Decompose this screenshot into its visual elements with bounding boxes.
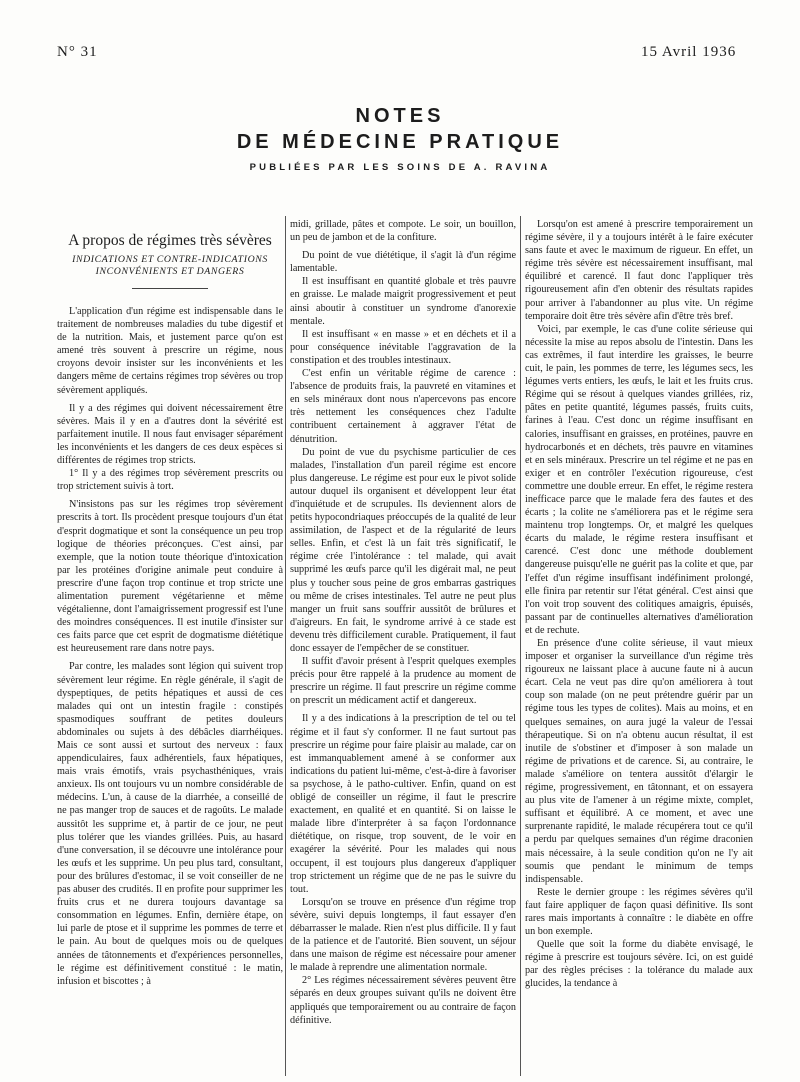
article-subtitle-line2: INCONVÉNIENTS ET DANGERS	[95, 266, 245, 277]
paragraph: Lorsqu'on est amené à prescrire temporairement un régime sévère, il y a toujours intérêt à le faire exécuter sans faute et avec le maximum de rigueur. En effet, un régime très sévère est nécessairement insuffisant, mal équilibré et carencé. Il faut donc l'appliquer très rigoureusement afin d'en obtenir des résultats rapides pour arriver à l'abandonner au plus vite. Un régime temporaire doit être très sévère afin d'être très bref.	[525, 219, 753, 322]
paragraph: N'insistons pas sur les régimes trop sévèrement prescrits à tort. Ils procèdent presque toujours d'un état d'esprit dogmatique et sont la conséquence un peu trop logique de théories préconçues. C'est ainsi, par exemple, que la notion toute théorique d'intoxication par les protéines d'origine animale peut conduire à prescrire d'une façon trop continue et trop stricte une alimentation purement végétarienne et même végétalienne, dont l'amaigrissement progressif est l'une des moindres conséquences. Il est inutile d'insister sur ces faits parce que cet esprit de dogmatisme diététique est heureusement rare dans notre pays.	[57, 499, 283, 655]
paragraph: Il suffit d'avoir présent à l'esprit quelques exemples précis pour être rappelé à la prudence au moment de prescrire un régime. Il faut prescrire un régime comme on prescrit un médicament actif et dangereux.	[290, 656, 516, 707]
paragraph: midi, grillade, pâtes et compote. Le soir, un bouillon, un peu de jambon et de la confiture.	[290, 219, 516, 244]
paragraph: 2° Les régimes nécessairement sévères peuvent être séparés en deux groupes suivant qu'ils ne doivent être appliqués que temporairement ou au contraire de façon définitive.	[290, 975, 516, 1026]
column-2	[290, 218, 516, 1027]
paragraph: Lorsqu'on se trouve en présence d'un régime trop sévère, suivi depuis longtemps, il faut essayer d'en débarrasser le malade. Rien n'est plus difficile. Il y faut de la patience et de l'autorité. Bien souvent, un séjour dans une maison de régime est nécessaire pour amener le malade à reprendre une alimentation normale.	[290, 896, 516, 974]
column-3	[525, 218, 753, 991]
masthead-title-line2: DE MÉDECINE PRATIQUE	[236, 131, 564, 153]
title-rule	[132, 288, 208, 289]
paragraph: Voici, par exemple, le cas d'une colite sérieuse qui nécessite la mise au repos absolu de l'intestin. Dans les cas extrêmes, il faut interdire les graisses, le beurre cuit, le pain, les pommes de terre, les légumes secs, les légumes verts entiers, les œufs, le lait et les fruits crus. Régime qui se résout à quelques viandes grillées, riz, pâtes en petite quantité, légumes passés, fruits cuits, farines à l'eau. C'est donc un régime insuffisant en calories, insuffisant en graisses, en protéines, pauvre en hydrocarbonés et en déchets, très pauvre en vitamines et en sels minéraux. Prescrire un tel régime et ne pas en exiger et en contrôler l'exécution rigoureuse, c'est commettre une double erreur. En effet, le régime restera inefficace parce que le malade fera des fautes et des écarts ; la colite ne s'améliorera pas et le régime sera maintenu trop longtemps. Or, et malgré les quelques écarts du malade, le régime restera insuffisant et carencé. C'est donc une méthode doublement dangereuse puisqu'elle ne guérit pas la colite et que, par l'effet d'un régime insuffisant indéfiniment prolongé, elle finira par retentir sur l'état général. C'est ainsi que l'on voit trop souvent des colitiques amaigris, épuisés, passant par de continuelles alternatives d'amélioration et de rechute.	[525, 323, 753, 636]
paragraph: Du point de vue du psychisme particulier de ces malades, l'installation d'un pareil régime est encore plus dangereuse. Le régime est pour eux le pivot solide autour duquel ils organisent et développent leur état d'inquiétude et de scrupules. Ils deviennent alors de petits hypocondriaques préoccupés de la qualité de leur assimilation, de l'aspect et de la régularité de leurs selles. Enfin, et c'est là un fait très significatif, le régime crée l'intolérance : tel malade, qui avait supprimé les œufs parce qu'il les digérait mal, ne peut plus y toucher sous peine de gros embarras gastriques ou même de crises intestinales. Tel autre ne peut plus manger un fruit sans souffrir aussitôt de brûlures et d'aigreurs. En fait, le syndrome arrivé à ce stade est devenu très difficilement curable. Pratiquement, il faut donc essayer de l'empêcher de se constituer.	[290, 446, 516, 654]
paragraph: En présence d'une colite sérieuse, il vaut mieux imposer et organiser la surveillance d'un régime très rigoureux ne laissant place à aucune faute ni à aucun écart. Cela ne veut pas dire qu'on améliorera à tout coup son malade (on ne peut prétendre guérir par un régime tous les types de colites). Mais au moins, et en quelques semaines, on aura jugé la valeur de l'essai thérapeutique. Si on n'a obtenu aucun résultat, il est inutile de s'obstiner et d'imposer à son malade un régime de privations et de carence. Si, au contraire, le malade s'améliore on tentera aussitôt d'élargir le régime, progressivement, en tâtonnant, et on essayera au plus vite de l'amener à un régime mixte, complet, suffisant et équilibré. A ce moment, et avec une surprenante rapidité, le malade récupérera tout ce qu'il a perdu par quelques semaines d'un régime draconien mais nécessaire, à la seule condition qu'on ne l'y ait soumis que pendant le minimum de temps indispensable.	[525, 638, 753, 885]
paragraph: Il est insuffisant « en masse » et en déchets et il a pour conséquence inévitable l'aggravation de la constipation et des troubles intestinaux.	[290, 328, 516, 366]
article-subtitle-line1: INDICATIONS ET CONTRE-INDICATIONS	[72, 254, 268, 265]
issue-number: N° 31	[57, 44, 98, 60]
paragraph: C'est enfin un véritable régime de carence : l'absence de produits frais, la pauvreté en vitamines et en sels minéraux dont nous n'apercevons pas encore très nettement les conséquences chez l'adulte contribuent certainement à aggraver l'état de dénutrition.	[290, 368, 516, 445]
article-title: A propos de régimes très sévères	[68, 232, 272, 249]
paragraph: Il y a des régimes qui doivent nécessairement être sévères. Mais il y en a d'autres dont la sévérité est parfaitement inutile. Il nous faut envisager séparément les inconvénients et les dangers de ces deux espèces si différentes de régimes trop stricts.	[57, 402, 283, 467]
paragraph: Quelle que soit la forme du diabète envisagé, le régime à prescrire est toujours sévère. Ici, on est guidé par des règles précises : la tolérance du malade aux glucides, la tendance à	[525, 939, 753, 990]
paragraph: 1° Il y a des régimes trop sévèrement prescrits ou trop strictement suivis à tort.	[57, 468, 283, 493]
paragraph: Il est insuffisant en quantité globale et très pauvre en graisse. Le malade maigrit progressivement et peut ainsi aboutir à constituer un syndrome d'anorexie mentale.	[290, 276, 516, 327]
masthead-subtitle: PUBLIÉES PAR LES SOINS DE A. RAVINA	[249, 162, 551, 173]
issue-date: 15 Avril 1936	[641, 44, 737, 60]
paragraph: Par contre, les malades sont légion qui suivent trop sévèrement leur régime. En règle générale, il s'agit de dyspeptiques, de petits hépatiques et aussi de ces malades qui ont un intestin fragile : constipés spasmodiques souffrant de petites douleurs abdominales ou sujets à des débâcles diarrhéiques. Mais ce sont aussi et surtout des nerveux : faux appendiculaires, faux adhérentiels, faux hépatiques, mais vrais émotifs, vrais psychasthéniques, vrais anxieux. Ils ont toujours vu un nombre considérable de médecins. L'un, à cause de la diarrhée, a conseillé de ne pas manger trop de sauces et de ragoûts. Le malade aussitôt les supprime et, à partir de ce jour, ne peut plus tolérer que les viandes grillées. Puis, au hasard d'une conversation, il se découvre une intolérance pour les œufs et les supprime. Un peu plus tard, consultant, pour des brûlures d'estomac, il se voit conseiller de ne pas abuser des crudités. Il en profite pour supprimer les fruits crus et ne durera toujours davantage sa consommation en légumes. Enfin, dernière étape, on lui parle de ptose et il supprime les pommes de terre et le pain. Au bout de quelques mois ou de quelques années de tâtonnements et d'expériences personnelles, le régime est définitivement constitué : le matin, infusion et biscottes ; à	[57, 661, 283, 987]
column-1	[57, 218, 283, 988]
masthead-title-line1: NOTES	[355, 105, 445, 127]
paragraph: Il y a des indications à la prescription de tel ou tel régime et il faut s'y conformer. Il ne faut surtout pas prescrire un régime pour faire plaisir au malade, car on est immanquablement amené à se conformer aux indications du patient lui-même, c'est-à-dire à favoriser sa psychose, à le patho-cultiver. Enfin, quand on est obligé de conseiller un régime, il faut le prescrire exactement, en qualité et en quantité. Si on laisse le malade libre d'interpréter à sa façon l'ordonnance diététique, on risque, trop souvent, de le voir en exagérer la sévérité. Pour les malades qui nous occupent, il est toujours plus dangereux d'appliquer trop strictement un régime que de ne pas le suivre du tout.	[290, 713, 516, 895]
paragraph: Reste le dernier groupe : les régimes sévères qu'il faut faire appliquer de façon quasi définitive. Ils sont rares mais importants à connaître : le diabète en offre un bon exemple.	[525, 886, 753, 938]
paragraph: L'application d'un régime est indispensable dans le traitement de nombreuses maladies du tube digestif et de la nutrition. Mais, et justement parce qu'on est amené très souvent à prescrire un régime, nous croyons devoir insister sur les inconvénients et les dangers même de certains régimes trop sévères ou trop sévèrement appliqués.	[57, 306, 283, 396]
column-divider	[520, 216, 521, 1076]
column-divider	[285, 216, 286, 1076]
masthead	[0, 104, 800, 173]
paragraph: Du point de vue diététique, il s'agit là d'un régime lamentable.	[290, 250, 516, 275]
